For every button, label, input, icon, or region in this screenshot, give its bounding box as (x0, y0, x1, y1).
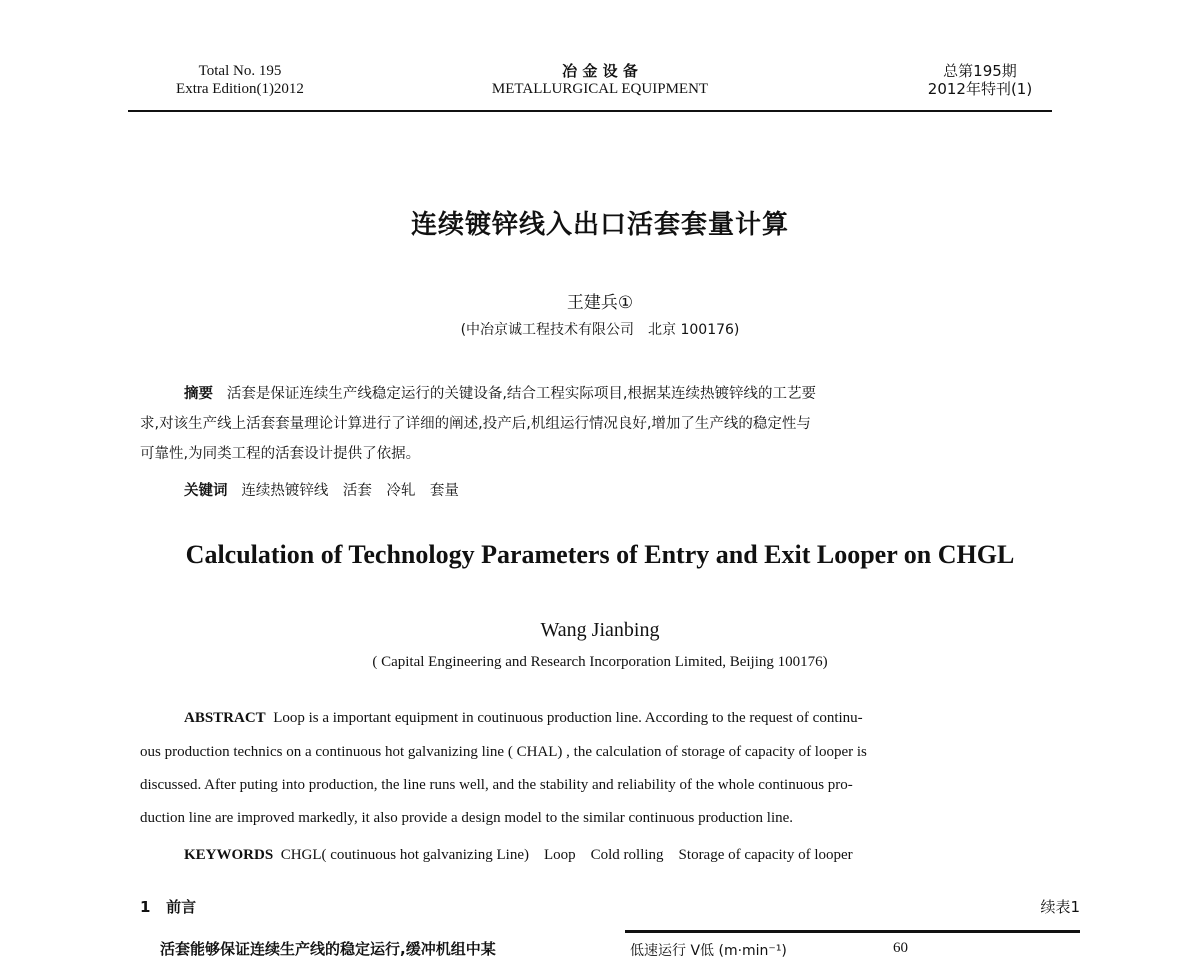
abstract-en-line2: ous production technics on a continuous hot galvanizing line ( CHAL) , the calculation of storage of capacity of looper is (140, 744, 867, 760)
issue-number: Total No. 195 (198, 63, 282, 79)
section-number: 1 (140, 898, 151, 916)
edition: Extra Edition(1)2012 (176, 81, 304, 97)
edition-cn: 2012年特刊(1) (927, 80, 1033, 98)
keywords-cn-text: 连续热镀锌线 活套 冷轧 套量 (241, 483, 459, 499)
table-row-label: 低速运行 V低 (m·min⁻¹) (630, 943, 787, 959)
keywords-cn-label: 关键词 (184, 483, 228, 499)
table-top-rule (625, 930, 1080, 933)
abstract-en-label: ABSTRACT (184, 710, 266, 726)
affiliation-cn: (中冶京诚工程技术有限公司 北京 100176) (460, 322, 740, 338)
section-1-body: 活套能够保证连续生产线的稳定运行,缓冲机组中某 (160, 940, 496, 958)
abstract-cn-label: 摘要 (184, 386, 213, 402)
header-right (880, 62, 1080, 98)
abstract-cn-text1: 活套是保证连续生产线稳定运行的关键设备,结合工程实际项目,根据某连续热镀锌线的工艺要 (226, 386, 817, 402)
keywords-en (184, 843, 1104, 864)
abstract-en-line1 (184, 710, 1104, 727)
author-cn: 王建兵① (566, 293, 634, 313)
section-1-heading (140, 896, 196, 917)
abstract-cn-line3: 可靠性,为同类工程的活套设计提供了依据。 (140, 446, 421, 462)
keywords-cn (184, 479, 1104, 500)
section-title: 前言 (166, 898, 197, 916)
abstract-en-line3: discussed. After puting into production, the line runs well, and the stability and reliability of the whole continuous pro- (140, 777, 853, 793)
header-left (140, 62, 340, 98)
abstract-en-text1: Loop is a important equipment in coutinuous production line. According to the request of continu- (273, 710, 863, 726)
abstract-cn-line2: 求,对该生产线上活套套量理论计算进行了详细的阐述,投产后,机组运行情况良好,增加了生产线的稳定性与 (140, 416, 811, 432)
header-rule (128, 110, 1052, 112)
header-center (450, 62, 750, 98)
abstract-en-line4: duction line are improved markedly, it also provide a design model to the similar continuous production line. (140, 810, 794, 826)
affiliation-en: ( Capital Engineering and Research Incorporation Limited, Beijing 100176) (372, 654, 828, 670)
abstract-cn-line1 (184, 382, 1104, 403)
journal-name-en: METALLURGICAL EQUIPMENT (491, 81, 709, 97)
author-en: Wang Jianbing (540, 619, 660, 641)
journal-name-cn: 冶 金 设 备 (562, 62, 638, 80)
keywords-en-text: CHGL( coutinuous hot galvanizing Line) Loop Cold rolling Storage of capacity of looper (280, 847, 853, 863)
title-en: Calculation of Technology Parameters of Entry and Exit Looper on CHGL (185, 540, 1015, 569)
table-row-value: 60 (893, 940, 908, 956)
keywords-en-label: KEYWORDS (184, 847, 274, 863)
title-cn: 连续镀锌线入出口活套套量计算 (410, 210, 789, 240)
issue-number-cn: 总第195期 (943, 62, 1017, 80)
table-continued-label: 续表1 (1040, 898, 1080, 916)
